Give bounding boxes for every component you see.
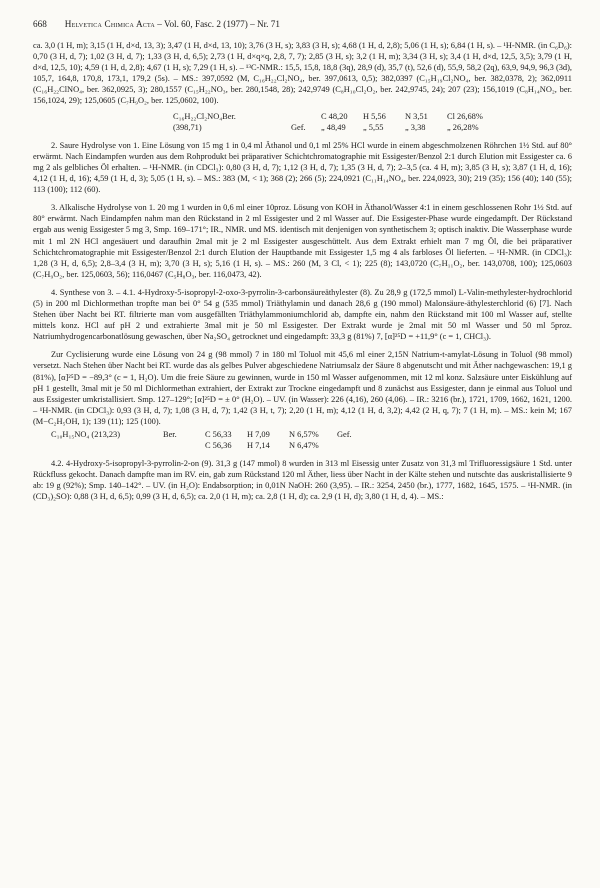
analysis-2-h: H 7,09: [247, 430, 270, 439]
analysis-2-h-found: H 7,14: [247, 441, 270, 451]
analysis-1-cl-found: „ 26,28%: [447, 122, 479, 132]
paragraph-spectra-1: ca. 3,0 (1 H, m); 3,15 (1 H, d×d, 13, 3); 3,47 (1 H, d×d, 13, 10); 3,76 (3 H, s); 3,83 (3 H, s); 4,68 (1 H, d, 2,8); 5,06 (1 H, s); 6,84 (1 H, s). – ¹H-NMR. (in C₆D₆): 0,70 (3 H, d, 7); 1,02 (3 H, d, 7); 1,33 (3 H, d, 6,5); 2,73 (1 H, d×q×q, 2,8, 7, 7); 2,85 (3 H, s); 3,2 (1 H, m); 3,34 (3 H, s); 3,4 (1 H, d×d, 12,5, 3,5); 3,79 (1 H, d×d, 12,5, 10); 4,59 (1 H, d, 2,8); 4,67 (1 H, s); 7,29 (1 H, s). – ¹³C-NMR.: 15,5, 15,8, 18,8 (3q), 28,9 (d), 35,7 (t), 52,6 (d), 55,9, 58,2 (2q), 63,9, 94,9, 96,3 (3d), 105,7, 164,8, 170,8, 173,1, 179,2 (5s). – MS.: 397,0592 (M, C₁₆H₂₂Cl₂NO₄, ber. 397,0613, 0,5); 382,0397 (C₁₅H₁₉Cl₂NO₄, ber. 382,0378, 2); 362,0911 (C₁₆H₂₂ClNO₄, ber. 362,0925, 3); 280,1557 (C₁₅H₂₂NO₃, ber. 280,1548, 28); 242,9749 (C₈H₁₀Cl₂O₂, ber. 242,9745, 24); 207 (23); 156,1019 (C₈H₁₄NO₂, ber. 156,1024, 29); 125,0605 (C₇H₉O₂, ber. 125,0602, 100).: [33, 41, 572, 106]
analysis-1-n-found: „ 3,38: [405, 122, 426, 132]
analysis-1-cl: Cl 26,68%: [447, 111, 483, 121]
analysis-1-h: H 5,56: [363, 111, 386, 121]
analysis-2-n: N 6,57%: [289, 430, 319, 439]
volume-info: – Vol. 60, Fasc. 2 (1977) – Nr. 71: [157, 19, 280, 29]
analysis-2-c: C 56,33: [205, 430, 232, 439]
journal-name: Helvetica Chimica Acta: [64, 19, 155, 29]
analysis-1-c: C 48,20: [321, 111, 348, 121]
formula-1-mw: (398,71): [173, 122, 202, 132]
section-acid-hydrolysis: 2. Saure Hydrolyse von 1. Eine Lösung von 15 mg 1 in 0,4 ml Äthanol und 0,1 ml 25% HCl wurde in einem abgeschmolzenen Röhrchen 1½ Std. auf 80° erwärmt. Nach Eindampfen wurden aus dem Rohprodukt bei präparativer Schichtchromatographie mit Essigester/Benzol 2:1 durch Elution mit Essigester ca. 6 mg 2 als gelbliches Öl erhalten. – ¹H-NMR. (in CDCl₃): 0,80 (3 H, d, 7); 1,12 (3 H, d, 7); 1,35 (3 H, d, 7); 2–3,5 (ca. 4 H, m); 3,85 (3 H, s); 3,87 (1 H, d, 16); 4,12 (1 H, d, 16); 4,59 (1 H, d, 3); 5,05 (1 H, s). – MS.: 383 (M, < 1); 368 (2); 266 (5); 224,0921 (C₁₁H₁₄NO₄, ber. 224,0923, 30); 219 (35); 156 (40); 140 (55); 113 (100); 112 (60).: [33, 140, 572, 195]
paragraph-cyclisation: Zur Cyclisierung wurde eine Lösung von 24 g (98 mmol) 7 in 180 ml Toluol mit 45,6 ml einer 2,15N Natrium-t-amylat-Lösung in Toluol (98 mmol) versetzt. Nach Stehen über Nacht bei RT. wurde das als gelbes Pulver abgeschiedene Natriumsalz der Säure 8 abgenutscht und mit Äther nachgewaschen: 19,1 g (81%), [α]²⁵D = −89,3° (c = 1, H₂O). Um die freie Säure zu gewinnen, wurde in 150 ml Wasser aufgenommen, mit 12 ml konz. Salzsäure unter Eiskühlung auf pH 1 gestellt, 3mal mit je 50 ml Dichlormethan extrahiert, der Extrakt zur Trockne eingedampft und 8 zunächst aus Essigester, dann je einmal aus Toluol und aus Essigester umkristallisiert. Smp. 127–129°; [α]²⁵D = ± 0° (H₂O). – UV. (in Wasser): 226 (4,16), 260 (4,06). – IR.: 3216 (br.), 1721, 1709, 1662, 1621, 1200. – ¹H-NMR. (in CDCl₃): 0,93 (3 H, d, 7); 1,08 (3 H, d, 7); 1,42 (3 H, t, 7); 2,20 (1 H, m); 4,12 (1 H, d, 3,2); 4,42 (2 H, q, 7); 7 (1 H, m). – MS.: kein M; 167 (M−C₂H₅OH, 1); 139 (11); 125 (100).: [33, 350, 572, 426]
analysis-2-c-found: C 56,36: [205, 441, 232, 451]
section-pyrrolinone: 4.2. 4-Hydroxy-5-isopropyl-3-pyrrolin-2-on (9). 31,3 g (147 mmol) 8 wurden in 313 ml Eisessig unter Zusatz von 31,3 ml Trifluoressigsäure 1 Std. unter Rückfluss gekocht. Danach dampfte man im RV. ein, gab zum Rückstand 120 ml Äther, liess über Nacht in der Kälte stehen und nutschte das auskristallisierte 9 ab: 19 g (92%); Smp. 140–142°. – UV. (in H₂O): Endabsorption; in 0,01N NaOH: 260 (3,95). – IR.: 3254, 2450 (br.), 1777, 1682, 1645, 1575. – ¹H-NMR. (in (CD₃)₂SO): 0,88 (3 H, d, 6,5); 0,99 (3 H, d, 6,5); ca. 2,0 (1 H, m); ca. 2,8 (1 H, d); ca. 2,9 (1 H, d); 3,80 (1 H, d, 4). – MS.:: [33, 459, 572, 502]
analysis-1-h-found: „ 5,55: [363, 122, 384, 132]
formula-2-gef: Gef.: [337, 430, 352, 439]
formula-2-left: C₁₀H₁₅NO₄ (213,23): [51, 430, 121, 439]
formula-2-ber: Ber.: [163, 430, 177, 439]
page-number: 668: [33, 19, 47, 29]
elemental-analysis-1: [173, 111, 572, 133]
formula-1-left: C₁₆H₂₂Cl₂NO₄Ber.: [173, 111, 236, 121]
analysis-1-c-found: „ 48,49: [321, 122, 346, 132]
elemental-analysis-2-found: [51, 440, 572, 451]
section-alkaline-hydrolysis: 3. Alkalische Hydrolyse von 1. 20 mg 1 wurden in 0,6 ml einer 10proz. Lösung von KOH in Äthanol/Wasser 4:1 in einem geschlossenen Rohr 1½ Std. auf 80° erwärmt. Nach Eindampfen nahm man den Rückstand in 2 ml Essigester und 2 ml Wasser auf. Die Essigester-Phase wurde eingedampft. Der Rückstand ergab aus wenig Essigester 5 mg 3, Smp. 169–171°; IR., NMR. und MS. identisch mit denjenigen von synthetischem 3; optisch inaktiv. Die Wasserphase wurde mit 1 ml 2N HCl angesäuert und daraufhin 2mal mit je 2 ml Essigester ausgeschüttelt. Aus dem Extrakt erhielt man 7 mg Öl, die bei präparativer Schichtchromatographie mit Essigester/Benzol 2:1 durch Elution der Hauptbande mit Essigester 1,5 mg 4 als farbloses Öl lieferten. – ¹H-NMR. (in CDCl₃): 1,28 (3 H, d, 6,5); 2,8–3,4 (3 H, m); 3,70 (3 H, s); 5,16 (1 H, s). – MS.: 260 (M, 3 Cl, < 1); 225 (8); 143,0720 (C₇H₁₁O₂, ber. 143,0708, 100); 125,0603 (C₇H₉O₂, ber. 125,0603, 56); 116,0467 (C₅H₈O₃, ber. 116,0473, 42).: [33, 203, 572, 279]
analysis-2-n-found: N 6,47%: [289, 441, 319, 451]
analysis-1-n: N 3,51: [405, 111, 428, 121]
running-header: [33, 18, 572, 30]
elemental-analysis-2: [51, 429, 572, 440]
formula-1-gef: Gef.: [291, 122, 306, 132]
section-synthesis: 4. Synthese von 3. – 4.1. 4-Hydroxy-5-isopropyl-2-oxo-3-pyrrolin-3-carbonsäureäthylester (8). Zu 28,9 g (172,5 mmol) L-Valin-methylester-hydrochlorid (5) in 200 ml Dichlormethan tropfte man bei 0° 54 g (535 mmol) Triäthylamin und danach 28,6 g (190 mmol) Malonsäure-äthylesterchlorid (6) [7]. Nach Stehen über Nacht bei RT. filtrierte man vom ausgefällten Triäthylammoniumchlorid ab, dampfte ein, nahm den Rückstand mit 100 ml Wasser auf, stellte mittels konz. HCl auf pH 2 und extrahierte 3mal mit je 50 ml Essigester. Der Extrakt wurde je 2mal mit 50 ml Wasser und 50 ml 5proz. Natriumhydrogencarbonatlösung gewaschen, über Na₂SO₄ getrocknet und eingedampft: 33,3 g (81%) 7, [α]²⁵D = +11,9° (c = 1, CHCl₃).: [33, 287, 572, 342]
